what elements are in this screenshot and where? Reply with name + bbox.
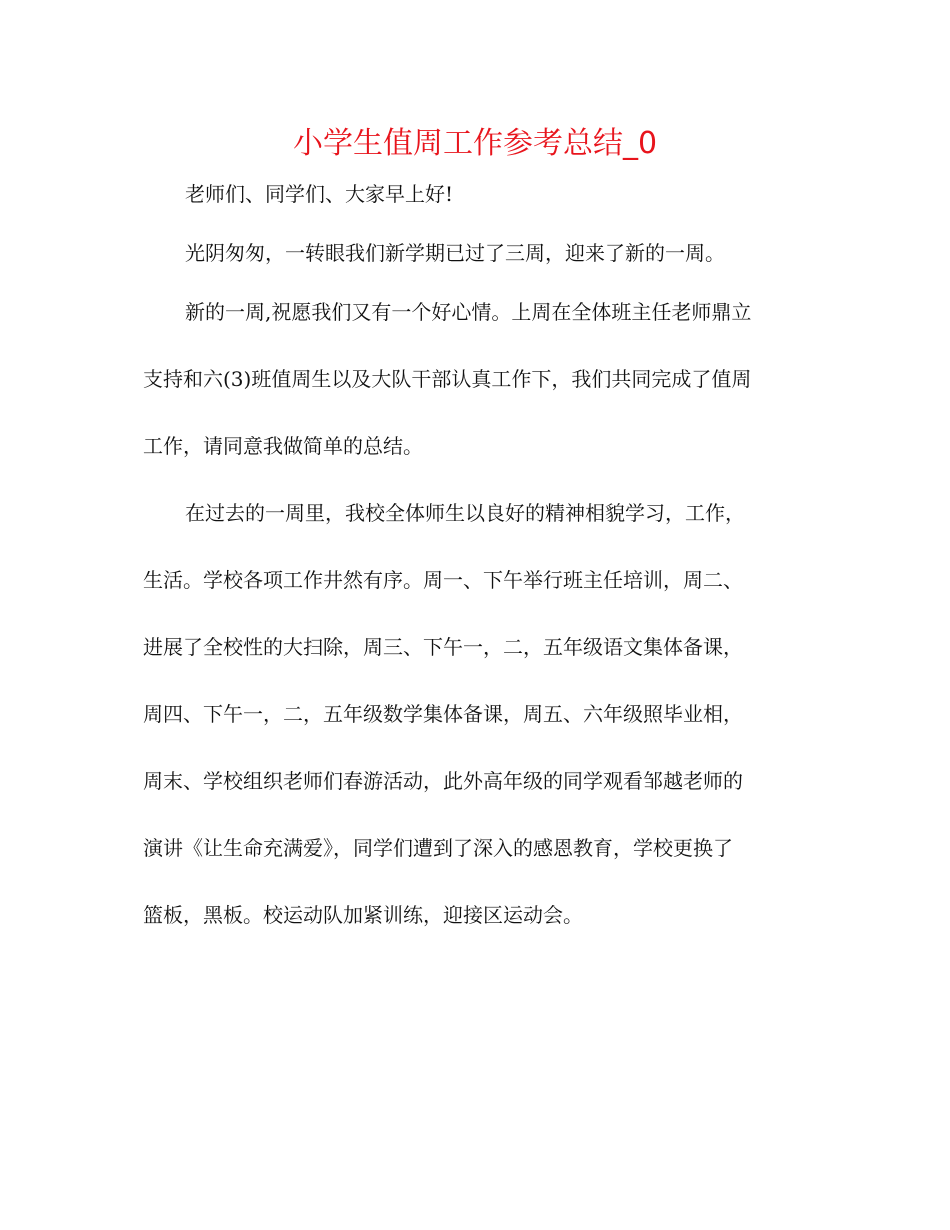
paragraph-3-line: 生活。学校各项工作井然有序。周一、下午举行班主任培训，周二、 [143,568,743,592]
paragraph-2 [143,292,811,466]
paragraph-3-line: 在过去的一周里，我校全体师生以良好的精神相貌学习，工作， [185,501,745,525]
paragraph-2-line: 支持和六(3)班值周生以及大队干部认真工作下，我们共同完成了值周 [143,367,752,391]
paragraph-3-line: 演讲《让生命充满爱》，同学们遭到了深入的感恩教育，学校更换了 [143,836,733,860]
paragraph-3 [143,493,811,935]
paragraph-3-line: 进展了全校性的大扫除，周三、下午一，二，五年级语文集体备课， [143,635,743,659]
greeting-paragraph: 老师们、同学们、大家早上好! [185,182,454,206]
paragraph-2-line: 新的一周,祝愿我们又有一个好心情。上周在全体班主任老师鼎立 [185,300,752,324]
document-title: 小学生值周工作参考总结_0 [292,126,658,161]
paragraph-3-line: 周末、学校组织老师们春游活动，此外高年级的同学观看邹越老师的 [143,769,743,793]
paragraph-3-line: 周四、下午一，二，五年级数学集体备课，周五、六年级照毕业相， [143,702,743,726]
paragraph-3-line: 篮板，黑板。校运动队加紧训练，迎接区运动会。 [143,903,583,927]
document-body [143,174,811,935]
paragraph-2-line: 工作，请同意我做简单的总结。 [143,434,423,458]
paragraph-1: 光阴匆匆，一转眼我们新学期已过了三周，迎来了新的一周。 [185,241,725,265]
